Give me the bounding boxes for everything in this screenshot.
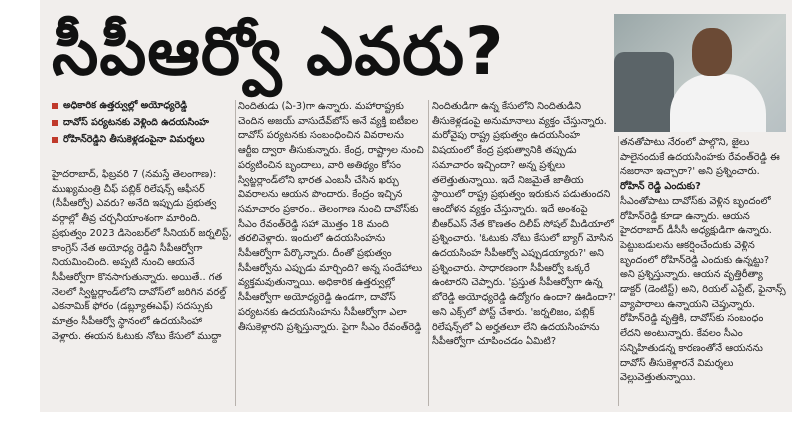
news-photo: [614, 14, 786, 132]
photo-person-head: [692, 28, 732, 76]
article-column-1: [52, 168, 234, 344]
bullet-list: [52, 98, 234, 149]
bullet-item: [52, 115, 234, 130]
bullet-text: అధికారిక ఉత్తర్వుల్లో అయోధ్యరెడ్డి: [63, 100, 188, 111]
photo-person-body: [670, 74, 766, 132]
bullet-square-icon: [52, 103, 58, 109]
bullet-item: [52, 98, 234, 113]
column-text: నిందితుడు (ఏ-3)గా ఉన్నారు. మహారాష్ట్రకు చెందిన అజయ్ వాసుదేవ్‌బోస్ అనే వ్యక్తి ఐటీఐల దావోస్ పర్యటనకు సంబంధించిన వివరాలను ఆర్టీఐ ద్వారా తీసుకున్నారు. కేంద్ర, రాష్ట్రాల నుంచి పర్యటించిన బృందాలు, వారి అతిథ్యం కోసం స్విట్జర్లాండ్‌లోని భారత ఎంబసీ చేసిన ఖర్చు వివరాలను ఆయన పొందారు. కేంద్రం ఇచ్చిన సమాచారం ప్రకారం.. తెలంగాణ నుంచి దావోస్‌కు సీఎం రేవంత్‌రెడ్డి సహా మొత్తం 18 మంది తరలివెళ్లారు. ఇందులో ఉదయసింహను సీపీఆర్వోగా పేర్కొన్నారు. దీంతో ప్రభుత్వం సీపీఆర్వోను ఎప్పుడు మార్చింది? అన్న సందేహాలు వ్యక్తమవుతున్నాయి. అధికారిక ఉత్తర్వుల్లో సీపీఆర్వోగా అయోధ్యరెడ్డి ఉండగా, దావోస్ పర్యటనకు ఉదయసింహను సీపీఆర్వోగా ఎలా తీసుకెళ్లారని ప్రశ్నిస్తున్నారు. పైగా సీఎం రేవంత్‌రెడ్డి: [238, 101, 424, 333]
subheading: రోహిన్ రెడ్డి ఎందుకు?: [620, 181, 701, 193]
column-text: నిందితుడిగా ఉన్న కేసులోని నిందితుడిని తీసుకెళ్లడంపై అనుమానాలు వ్యక్తం చేస్తున్నారు. మరోవైపు రాష్ట్ర ప్రభుత్వం ఉదయసింహ విషయంలో కేంద్ర ప్రభుత్వానికి తప్పుడు సమాచారం ఇచ్చిందా? అన్న ప్రశ్నలు తలెత్తుతున్నాయి. ఇదే నిజమైతే జాతీయ స్థాయిలో రాష్ట్ర ప్రభుత్వం ఇరుకున పడుతుందని ఆందోళన వ్యక్తం చేస్తున్నారు. ఇదే అంశంపై బీఆర్ఎస్ నేత కొణతం దిలీప్ సోషల్ మీడియాలో ప్రశ్నించారు. 'ఓటుకు నోటు కేసులో బ్యాగ్ మోసిన ఉదయసింహ సీపీఆర్వో ఎప్పుడయ్యారు?' అని ప్రశ్నించారు. సాధారణంగా సీపీఆర్వో ఒక్కరే ఉంటారని చెప్పారు. 'ప్రస్తుత సీపీఆర్వోగా ఉన్న బోరెడ్డి అయోధ్యరెడ్డి ఉద్యోగం ఉందా? ఊడిందా?' అని ఎక్స్‌లో పోస్ట్ చేశారు. 'జర్నలిజం, పబ్లిక్ రిలేషన్స్‌లో ఏ అర్హతలూ లేని ఉదయసింహను సీపీఆర్వోగా చూపించడం ఏమిటి?: [432, 101, 616, 348]
column-text: హైదరాబాద్, ఫిబ్రవరి 7 (నమస్తే తెలంగాణ): ముఖ్యమంత్రి చీఫ్ పబ్లిక్ రిలేషన్స్ ఆఫీసర్ (సీపీఆర్వో) ఎవరు? అనేది ఇప్పుడు ప్రభుత్వ వర్గాల్లో తీవ్ర చర్చనీయాంశంగా మారింది. ప్రభుత్వం 2023 డిసెంబర్‌లో సీనియర్ జర్నలిస్ట్, కాంగ్రెస్ నేత అయోధ్య రెడ్డిని సీపీఆర్వోగా నియమించింది. అప్పటి నుంచి ఆయనే సీపీఆర్వోగా కొనసాగుతున్నారు. అయితే.. గత నెలలో స్విట్జర్లాండ్‌లోని దావోస్‌లో జరిగిన వరల్డ్ ఎకనామిక్ ఫోరం (డబ్ల్యూఈఎఫ్) సదస్సుకు మాత్రం సీపీఆర్వో స్థానంలో ఉదయసింహా వెళ్లారు. ఈయన ఓటుకు నోటు కేసులో ముద్దా: [52, 169, 232, 342]
headline: సీపీఆర్వో ఎవరు?: [52, 13, 505, 90]
column-divider: [235, 100, 236, 406]
column-divider: [618, 136, 619, 406]
article-column-2: [238, 100, 424, 335]
bullet-text: రోహిన్‌రెడ్డిని తీసుకెళ్లడంపైనా విమర్శలు: [63, 134, 205, 145]
article-column-3: [432, 100, 618, 350]
bullet-text: దావోస్ పర్యటనకు వెళ్లింది ఉదయసింహ: [63, 117, 210, 128]
column-text: తనతోపాటు నేరంలో పాల్గొని, జైలు పాలైనందుకే ఉదయసింహకు రేవంత్‌రెడ్డి ఈ నజరానా ఇచ్చారా?' అని ప్రశ్నించారు.: [620, 137, 780, 178]
column-text: సీఎంతోపాటు దావోస్‌కు వెళ్లిన బృందంలో రోహిన్‌రెడ్డి కూడా ఉన్నారు. ఆయన హైదరాబాద్ డీసీసీ అధ్యక్షుడిగా ఉన్నారు. పెట్టుబడులను ఆకర్షించేందుకు వెళ్లిన బృందంలో రోహిన్‌రెడ్డి ఎందుకు ఉన్నట్టు? అని ప్రశ్నిస్తున్నారు. ఆయన వృత్తిరీత్యా డాక్టర్ (డెంటిస్ట్) అని, రియల్ ఎస్టేట్, ఫైనాన్స్ వ్యాపారాలు ఉన్నాయని చెప్తున్నారు. రోహిన్‌రెడ్డి వృత్తికి, దావోస్‌కు సంబంధం లేదని అంటున్నారు. కేవలం సీఎం సన్నిహితుడన్న కారణంతోనే ఆయనను దావోస్ తీసుకెళ్లారనే విమర్శలు వెల్లువెత్తుతున్నాయి.: [620, 195, 786, 384]
photo-car-shape: [614, 52, 674, 132]
newspaper-clipping: [40, 0, 792, 412]
column-divider: [428, 100, 429, 406]
article-column-4: [620, 136, 786, 386]
bullet-square-icon: [52, 137, 58, 143]
bullet-square-icon: [52, 120, 58, 126]
bullet-item: [52, 132, 234, 147]
